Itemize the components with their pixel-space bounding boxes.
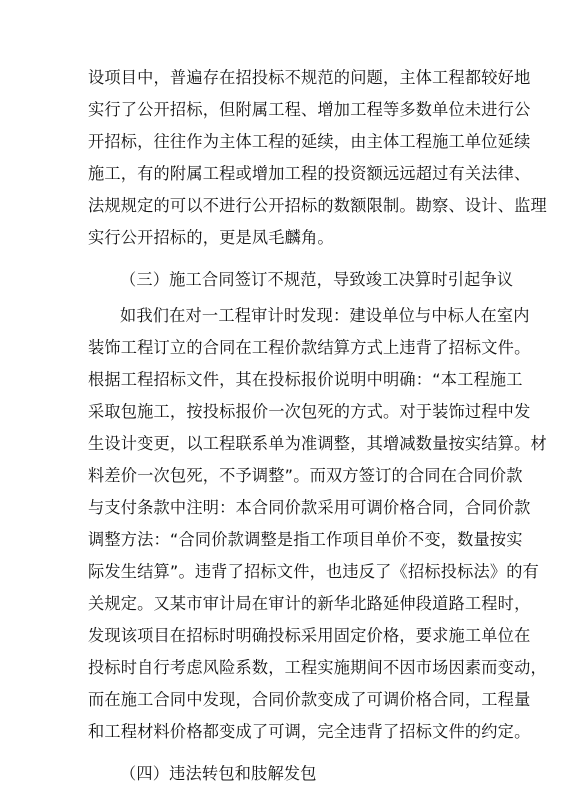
paragraph-2	[88, 300, 547, 748]
text-line: 设项目中，普遍存在招投标不规范的问题，主体工程都较好地	[88, 68, 531, 87]
spacer	[88, 748, 508, 758]
text-line: 装饰工程订立的合同在工程价款结算方式上违背了招标文件。	[88, 338, 531, 357]
text-line: 发现该项目在招标时明确投标采用固定价格，要求施工单位在	[88, 626, 531, 645]
text-line: 实行公开招标的，更是凤毛麟角。	[88, 228, 334, 247]
text-line: 开招标，往往作为主体工程的延续，由主体工程施工单位延续	[88, 132, 531, 151]
spacer	[88, 254, 508, 264]
section-heading-3: （三）施工合同签订不规范，导致竣工决算时引起争议	[120, 270, 514, 289]
text-line: 生设计变更，以工程联系单为准调整，其增减数量按实结算。材	[88, 434, 547, 453]
text-line: 根据工程招标文件，其在投标报价说明中明确：“本工程施工	[88, 370, 523, 389]
text-line: 关规定。又某市审计局在审计的新华北路延伸段道路工程时，	[88, 594, 531, 613]
text-line: 而在施工合同中发现，合同价款变成了可调价格合同，工程量	[88, 690, 531, 709]
text-line: 和工程材料价格都变成了可调，完全违背了招标文件的约定。	[88, 722, 531, 741]
text-line: 料差价一次包死，不予调整”。而双方签订的合同在合同价款	[88, 466, 523, 485]
text-line: 与支付条款中注明：本合同价款采用可调价格合同，合同价款	[88, 498, 531, 517]
text-line: 实行了公开招标，但附属工程、增加工程等多数单位未进行公	[88, 100, 531, 119]
text-line: 法规规定的可以不进行公开招标的数额限制。勘察、设计、监理	[88, 196, 547, 215]
text-line: 投标时自行考虑风险系数，工程实施期间不因市场因素而变动，	[88, 658, 547, 677]
document-page	[88, 62, 547, 790]
text-line: 际发生结算”。违背了招标文件，也违反了《招标投标法》的有	[88, 562, 540, 581]
paragraph-1	[88, 62, 547, 254]
text-line: 采取包施工，按投标报价一次包死的方式。对于装饰过程中发	[88, 402, 531, 421]
text-line: 施工，有的附属工程或增加工程的投资额远远超过有关法律、	[88, 164, 531, 183]
text-line: 如我们在对一工程审计时发现：建设单位与中标人在室内	[120, 306, 530, 325]
section-heading-4: （四）违法转包和肢解发包	[120, 764, 317, 783]
text-line: 调整方法：“合同价款调整是指工作项目单价不变，数量按实	[88, 530, 523, 549]
